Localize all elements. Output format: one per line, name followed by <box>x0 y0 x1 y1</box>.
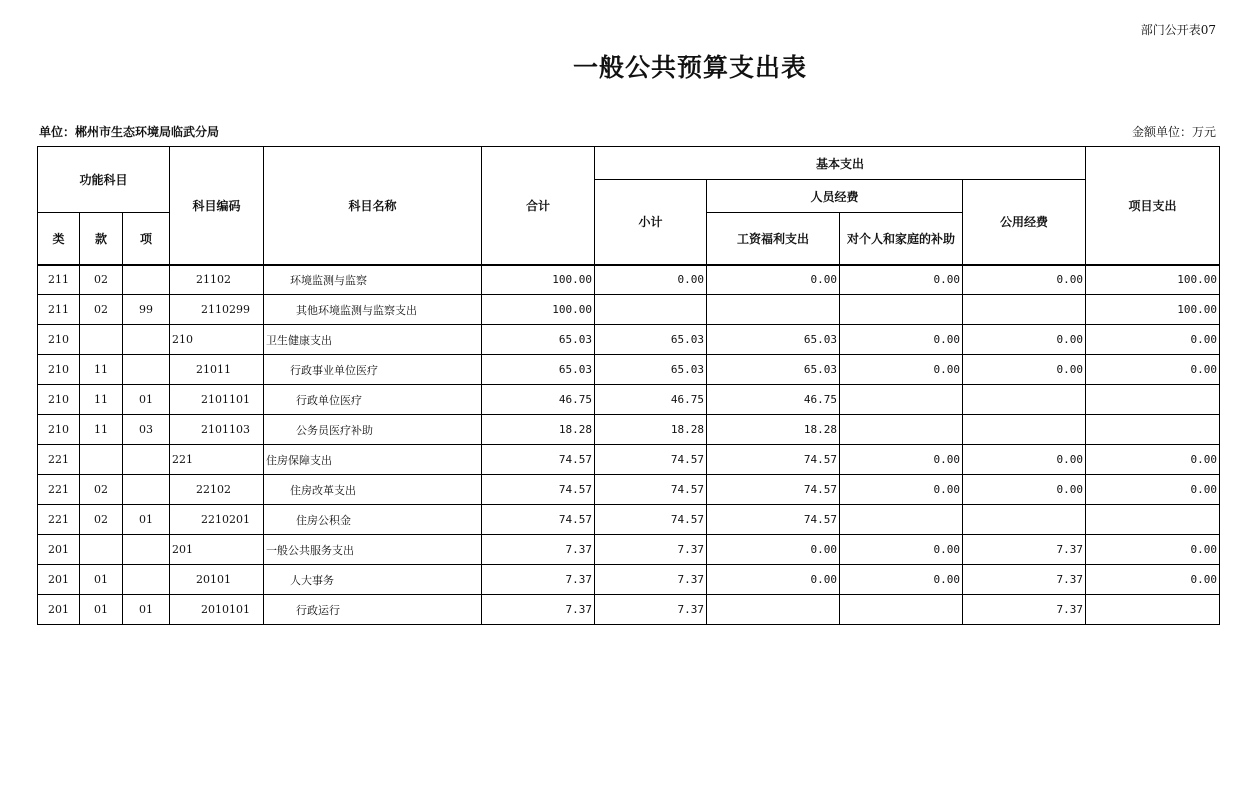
cell-project: 0.00 <box>1086 325 1220 355</box>
header-basic: 基本支出 <box>595 147 1086 180</box>
cell-lei: 201 <box>38 535 80 565</box>
table-row <box>38 295 1220 325</box>
cell-xiang: 01 <box>123 385 170 415</box>
cell-lei: 221 <box>38 505 80 535</box>
table-body <box>38 265 1220 625</box>
cell-total: 74.57 <box>482 475 595 505</box>
table-row <box>38 265 1220 295</box>
cell-xiang <box>123 445 170 475</box>
cell-subtotal: 7.37 <box>595 595 707 625</box>
cell-kuan: 11 <box>80 355 123 385</box>
header-salary: 工资福利支出 <box>707 213 840 265</box>
table-row <box>38 565 1220 595</box>
cell-total: 74.57 <box>482 445 595 475</box>
cell-lei: 211 <box>38 265 80 295</box>
cell-kuan <box>80 445 123 475</box>
cell-total: 65.03 <box>482 355 595 385</box>
cell-code: 221 <box>170 445 264 475</box>
cell-kuan: 11 <box>80 385 123 415</box>
cell-xiang: 03 <box>123 415 170 445</box>
cell-subsidy: 0.00 <box>840 265 963 295</box>
budget-table <box>37 146 1220 625</box>
cell-salary: 0.00 <box>707 565 840 595</box>
cell-xiang: 99 <box>123 295 170 325</box>
cell-subtotal: 18.28 <box>595 415 707 445</box>
header-total: 合计 <box>482 147 595 265</box>
cell-salary: 74.57 <box>707 475 840 505</box>
amount-unit-label: 金额单位：万元 <box>1131 125 1216 139</box>
table-row <box>38 415 1220 445</box>
cell-name: 行政事业单位医疗 <box>264 355 482 385</box>
cell-kuan: 01 <box>80 595 123 625</box>
table-row <box>38 475 1220 505</box>
cell-salary: 74.57 <box>707 505 840 535</box>
cell-subtotal: 7.37 <box>595 565 707 595</box>
cell-subsidy <box>840 595 963 625</box>
cell-name: 住房保障支出 <box>264 445 482 475</box>
table-row <box>38 445 1220 475</box>
cell-code: 210 <box>170 325 264 355</box>
cell-name: 住房公积金 <box>264 505 482 535</box>
cell-code: 2101101 <box>170 385 264 415</box>
header-public: 公用经费 <box>963 180 1086 265</box>
cell-total: 7.37 <box>482 565 595 595</box>
cell-lei: 201 <box>38 595 80 625</box>
cell-subsidy: 0.00 <box>840 475 963 505</box>
cell-subsidy <box>840 415 963 445</box>
form-number: 部门公开表07 <box>1140 23 1216 37</box>
cell-code: 21011 <box>170 355 264 385</box>
cell-name: 住房改革支出 <box>264 475 482 505</box>
cell-subsidy: 0.00 <box>840 445 963 475</box>
cell-code: 2101103 <box>170 415 264 445</box>
cell-lei: 221 <box>38 445 80 475</box>
cell-code: 2210201 <box>170 505 264 535</box>
cell-name: 环境监测与监察 <box>264 265 482 295</box>
cell-code: 2010101 <box>170 595 264 625</box>
cell-salary: 74.57 <box>707 445 840 475</box>
cell-project: 0.00 <box>1086 535 1220 565</box>
cell-total: 7.37 <box>482 595 595 625</box>
cell-public: 7.37 <box>963 565 1086 595</box>
cell-name: 人大事务 <box>264 565 482 595</box>
cell-code: 2110299 <box>170 295 264 325</box>
cell-lei: 201 <box>38 565 80 595</box>
cell-project: 0.00 <box>1086 445 1220 475</box>
cell-xiang: 01 <box>123 595 170 625</box>
cell-subtotal: 74.57 <box>595 475 707 505</box>
cell-subtotal: 74.57 <box>595 445 707 475</box>
cell-salary: 65.03 <box>707 325 840 355</box>
cell-salary <box>707 295 840 325</box>
cell-public: 0.00 <box>963 445 1086 475</box>
cell-public: 0.00 <box>963 475 1086 505</box>
cell-kuan: 11 <box>80 415 123 445</box>
cell-project: 100.00 <box>1086 295 1220 325</box>
cell-total: 65.03 <box>482 325 595 355</box>
cell-kuan: 02 <box>80 295 123 325</box>
cell-subsidy: 0.00 <box>840 565 963 595</box>
cell-subtotal: 74.57 <box>595 505 707 535</box>
cell-xiang <box>123 355 170 385</box>
cell-subsidy: 0.00 <box>840 535 963 565</box>
cell-project: 0.00 <box>1086 565 1220 595</box>
cell-name: 行政运行 <box>264 595 482 625</box>
table-row <box>38 505 1220 535</box>
cell-xiang <box>123 565 170 595</box>
cell-name: 其他环境监测与监察支出 <box>264 295 482 325</box>
cell-lei: 210 <box>38 385 80 415</box>
cell-project <box>1086 505 1220 535</box>
cell-total: 100.00 <box>482 295 595 325</box>
cell-code: 201 <box>170 535 264 565</box>
cell-public: 0.00 <box>963 265 1086 295</box>
cell-total: 46.75 <box>482 385 595 415</box>
table-row <box>38 535 1220 565</box>
unit-label: 单位：郴州市生态环境局临武分局 <box>39 125 220 139</box>
cell-salary: 65.03 <box>707 355 840 385</box>
cell-salary: 18.28 <box>707 415 840 445</box>
cell-subsidy <box>840 295 963 325</box>
cell-kuan: 01 <box>80 565 123 595</box>
cell-public: 7.37 <box>963 535 1086 565</box>
header-personnel: 人员经费 <box>707 180 963 213</box>
cell-kuan: 02 <box>80 475 123 505</box>
table-row <box>38 595 1220 625</box>
cell-xiang: 01 <box>123 505 170 535</box>
cell-subsidy: 0.00 <box>840 325 963 355</box>
cell-subtotal: 46.75 <box>595 385 707 415</box>
cell-xiang <box>123 325 170 355</box>
cell-subsidy <box>840 505 963 535</box>
header-code: 科目编码 <box>170 147 264 265</box>
cell-subtotal <box>595 295 707 325</box>
header-xiang: 项 <box>123 213 170 265</box>
cell-total: 74.57 <box>482 505 595 535</box>
cell-project <box>1086 415 1220 445</box>
cell-subtotal: 0.00 <box>595 265 707 295</box>
header-subsidy: 对个人和家庭的补助 <box>840 213 963 265</box>
cell-project: 0.00 <box>1086 355 1220 385</box>
cell-public <box>963 295 1086 325</box>
cell-kuan: 02 <box>80 505 123 535</box>
cell-project <box>1086 595 1220 625</box>
cell-lei: 211 <box>38 295 80 325</box>
cell-subtotal: 65.03 <box>595 355 707 385</box>
cell-kuan: 02 <box>80 265 123 295</box>
cell-public <box>963 505 1086 535</box>
cell-name: 一般公共服务支出 <box>264 535 482 565</box>
cell-xiang <box>123 535 170 565</box>
cell-subtotal: 65.03 <box>595 325 707 355</box>
cell-public: 7.37 <box>963 595 1086 625</box>
cell-project: 100.00 <box>1086 265 1220 295</box>
header-project: 项目支出 <box>1086 147 1220 265</box>
cell-xiang <box>123 475 170 505</box>
cell-kuan <box>80 325 123 355</box>
table-row <box>38 385 1220 415</box>
cell-public: 0.00 <box>963 355 1086 385</box>
cell-name: 卫生健康支出 <box>264 325 482 355</box>
cell-salary: 0.00 <box>707 265 840 295</box>
cell-public <box>963 385 1086 415</box>
cell-code: 21102 <box>170 265 264 295</box>
table-row <box>38 355 1220 385</box>
cell-project: 0.00 <box>1086 475 1220 505</box>
header-name: 科目名称 <box>264 147 482 265</box>
cell-salary <box>707 595 840 625</box>
cell-subsidy <box>840 385 963 415</box>
cell-salary: 0.00 <box>707 535 840 565</box>
header-subtotal: 小计 <box>595 180 707 265</box>
cell-lei: 210 <box>38 415 80 445</box>
table-row <box>38 325 1220 355</box>
header-lei: 类 <box>38 213 80 265</box>
cell-lei: 210 <box>38 355 80 385</box>
cell-kuan <box>80 535 123 565</box>
cell-subsidy: 0.00 <box>840 355 963 385</box>
cell-public <box>963 415 1086 445</box>
header-func-subject: 功能科目 <box>38 147 170 213</box>
cell-salary: 46.75 <box>707 385 840 415</box>
cell-subtotal: 7.37 <box>595 535 707 565</box>
cell-code: 20101 <box>170 565 264 595</box>
cell-project <box>1086 385 1220 415</box>
cell-total: 7.37 <box>482 535 595 565</box>
cell-total: 100.00 <box>482 265 595 295</box>
page-title: 一般公共预算支出表 <box>572 53 807 82</box>
cell-lei: 210 <box>38 325 80 355</box>
cell-xiang <box>123 265 170 295</box>
cell-public: 0.00 <box>963 325 1086 355</box>
header-kuan: 款 <box>80 213 123 265</box>
table-header <box>38 147 1220 265</box>
cell-name: 行政单位医疗 <box>264 385 482 415</box>
cell-name: 公务员医疗补助 <box>264 415 482 445</box>
cell-total: 18.28 <box>482 415 595 445</box>
cell-lei: 221 <box>38 475 80 505</box>
cell-code: 22102 <box>170 475 264 505</box>
